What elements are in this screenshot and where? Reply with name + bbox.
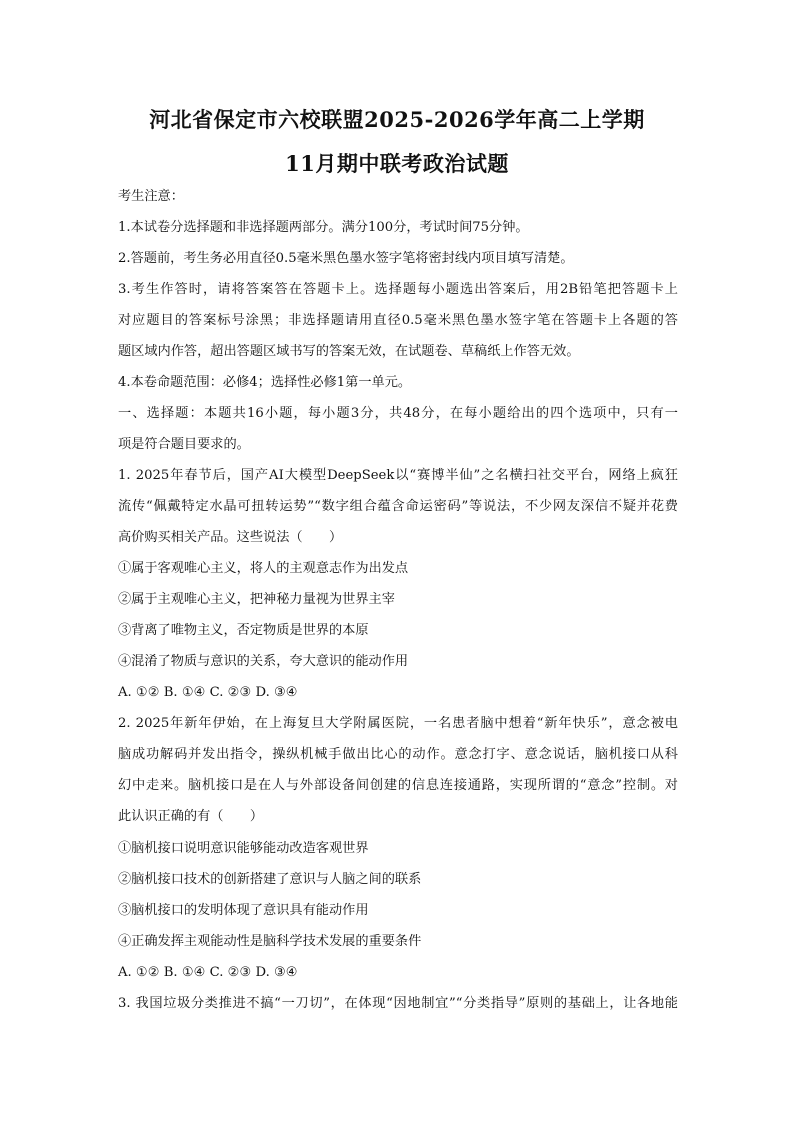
q1-stem: 流传“佩戴特定水晶可扭转运势”“数字组合蕴含命运密码”等说法，不少网友深信不疑并花费 <box>118 499 678 514</box>
q2-item: ②脑机接口技术的创新搭建了意识与人脑之间的联系 <box>118 872 422 887</box>
q2-stem: 此认识正确的有（ ） <box>118 809 264 824</box>
q2-stem: 幻中走来。脑机接口是在人与外部设备间创建的信息连接通路，实现所谓的“意念”控制。对 <box>118 778 678 793</box>
q1-item: ①属于客观唯心主义，将人的主观意志作为出发点 <box>118 561 409 576</box>
q2-item: ①脑机接口说明意识能够能动改造客观世界 <box>118 841 369 856</box>
section-heading-cont: 项是符合题目要求的。 <box>118 437 250 452</box>
notice-line: 题区域内作答，超出答题区域书写的答案无效，在试题卷、草稿纸上作答无效。 <box>118 344 580 359</box>
section-heading: 一、选择题：本题共16小题，每小题3分，共48分，在每小题给出的四个选项中，只有一 <box>118 406 678 421</box>
notice-line: 4.本卷命题范围：必修4；选择性必修1第一单元。 <box>118 375 412 390</box>
document-title-line1: 河北省保定市六校联盟2025-2026学年高二上学期 <box>149 107 645 132</box>
q1-item: ③背离了唯物主义，否定物质是世界的本原 <box>118 623 369 638</box>
q1-stem: 高价购买相关产品。这些说法（ ） <box>118 530 343 545</box>
q2-item: ④正确发挥主观能动性是脑科学技术发展的重要条件 <box>118 934 422 949</box>
q2-stem: 2. 2025年新年伊始，在上海复旦大学附属医院，一名患者脑中想着“新年快乐”，意念被电 <box>118 716 678 731</box>
notice-line: 2.答题前，考生务必用直径0.5毫米黑色墨水签字笔将密封线内项目填写清楚。 <box>118 251 574 266</box>
q1-item: ④混淆了物质与意识的关系，夸大意识的能动作用 <box>118 654 409 669</box>
notice-line: 1.本试卷分选择题和非选择题两部分。满分100分，考试时间75分钟。 <box>118 220 529 235</box>
q1-item: ②属于主观唯心主义，把神秘力量视为世界主宰 <box>118 592 395 607</box>
q2-stem: 脑成功解码并发出指令，操纵机械手做出比心的动作。意念打字、意念说话，脑机接口从科 <box>118 747 678 762</box>
q1-stem: 1. 2025年春节后，国产AI大模型DeepSeek以“赛博半仙”之名横扫社交平台，网络上疯狂 <box>118 468 678 483</box>
q1-options: A. ①② B. ①④ C. ②③ D. ③④ <box>118 685 298 700</box>
notice-line: 3.考生作答时，请将答案答在答题卡上。选择题每小题选出答案后，用2B铅笔把答题卡上 <box>118 282 678 297</box>
q2-options: A. ①② B. ①④ C. ②③ D. ③④ <box>118 965 298 980</box>
q2-item: ③脑机接口的发明体现了意识具有能动作用 <box>118 903 369 918</box>
notice-line: 对应题目的答案标号涂黑；非选择题请用直径0.5毫米黑色墨水签字笔在答题卡上各题的答 <box>118 313 678 328</box>
document-title-line2: 11月期中联考政治试题 <box>285 151 509 176</box>
notice-heading: 考生注意： <box>118 189 184 204</box>
q3-stem: 3. 我国垃圾分类推进不搞“一刀切”，在体现“因地制宜”“分类指导”原则的基础上，让各地能 <box>118 996 678 1011</box>
